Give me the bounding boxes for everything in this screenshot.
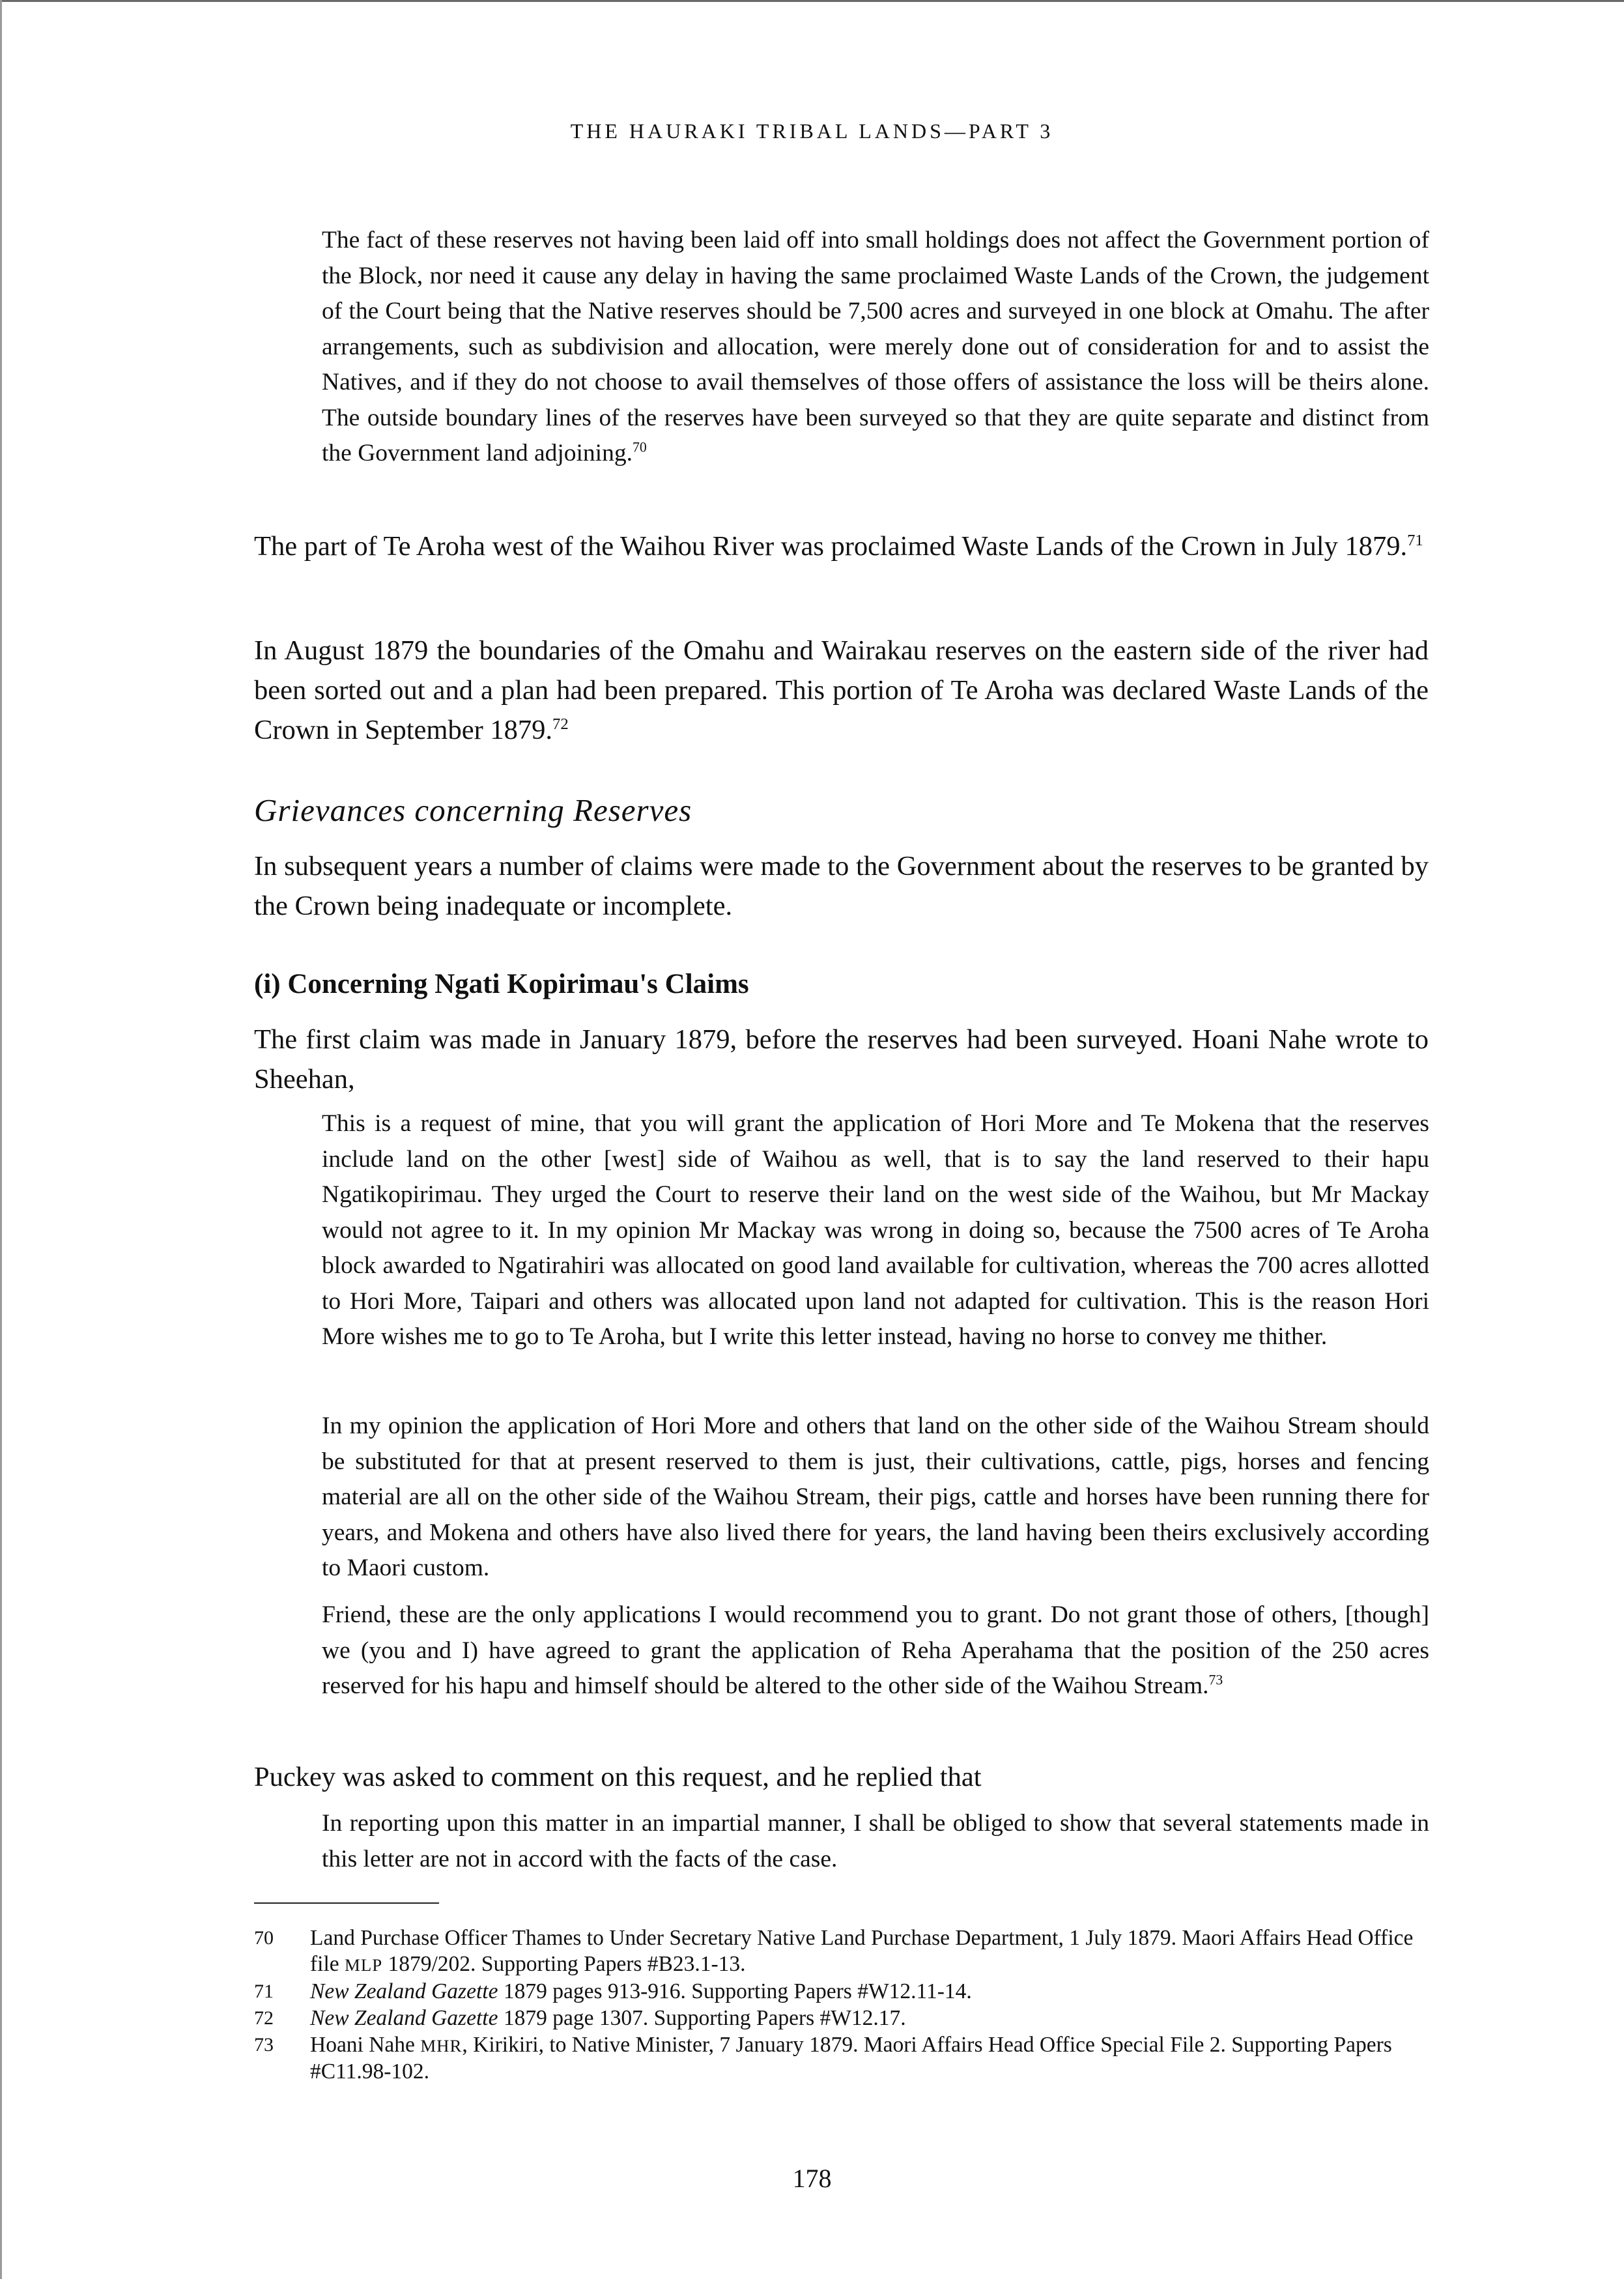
footnote-71: 71 New Zealand Gazette 1879 pages 913-916. Supporting Papers #W12.11-14. [254, 1979, 972, 2003]
footnote-rule [254, 1902, 439, 1904]
footnote-number: 72 [254, 2007, 274, 2029]
footnote-ref-72[interactable]: 72 [552, 715, 569, 733]
running-head: THE HAURAKI TRIBAL LANDS—PART 3 [570, 119, 1054, 143]
paragraph-first-claim: The first claim was made in January 1879, before the reserves had been surveyed. Hoani Nahe wrote to Sheehan, [254, 1024, 1429, 1095]
scan-edge-left [0, 0, 2, 2279]
paragraph-claims-intro: In subsequent years a number of claims were made to the Government about the reserves to be granted by the Crown being inadequate or incomplete. [254, 851, 1429, 921]
footnote-number: 71 [254, 1981, 274, 2002]
footnote-70: 70 Land Purchase Officer Thames to Under Secretary Native Land Purchase Department, 1 July 1879. Maori Affairs Head Office file MLP 1879/202. Supporting Papers #B23.1-13. [254, 1926, 1414, 1976]
page-number: 178 [792, 2164, 832, 2193]
block-quote-hoani-nahe-2: In my opinion the application of Hori More and others that land on the other side of the Waihou Stream should be substituted for that at present reserved to them is just, their cultivations, cattle, pigs, horses and fencing material are all on the other side of the Waihou Stream, their pigs, cattle and horses have been running there for years, and Mokena and others have also lived there for years, the land having been theirs exclusively according to Maori custom. [322, 1412, 1429, 1581]
footnote-ref-70[interactable]: 70 [632, 439, 647, 455]
publication-title: New Zealand Gazette [310, 1979, 498, 2003]
footnote-number: 70 [254, 1927, 274, 1949]
paragraph-puckey: Puckey was asked to comment on this request, and he replied that [254, 1762, 982, 1792]
section-heading: Grievances concerning Reserves [254, 792, 692, 828]
block-quote-hoani-nahe-3: Friend, these are the only applications I would recommend you to grant. Do not grant those of others, [though] we (you and I) have agreed to grant the application of Reha Aperahama that the position of the 250 acres reserved for his hapu and himself should be altered to the other side of the Waihou Stream.$^{73}$ [322, 1601, 1429, 1699]
publication-title: New Zealand Gazette [310, 2006, 498, 2030]
footnote-72: 72 New Zealand Gazette 1879 page 1307. Supporting Papers #W12.17. [254, 2006, 906, 2030]
block-quote-puckey: In reporting upon this matter in an impartial manner, I shall be obliged to show that several statements made in this letter are not in accord with the facts of the case. [322, 1810, 1429, 1872]
block-quote-reserves: The fact of these reserves not having been laid off into small holdings does not affect the Government portion of the Block, nor need it cause any delay in having the same proclaimed Waste Lands of the Crown, the judgement of the Court being that the Native reserves should be 7,500 acres and surveyed in one block at Omahu. The after arrangements, such as subdivision and allocation, were merely done out of consideration for and to assist the Natives, and if they do not choose to avail themselves of those offers of assistance the loss will be theirs alone. The outside boundary lines of the reserves have been surveyed so that they are quite separate and distinct from the Government land adjoining.$^{70}$ [322, 227, 1429, 466]
footnote-number: 73 [254, 2034, 274, 2056]
paragraph-proclamation-west: The part of Te Aroha west of the Waihou River was proclaimed Waste Lands of the Crown in July 1879.71 [254, 531, 1423, 562]
footnote-ref-71[interactable]: 71 [1407, 531, 1423, 549]
block-quote-hoani-nahe-1: This is a request of mine, that you will grant the application of Hori More and Te Mokena that the reserves include land on the other [west] side of Waihou as well, that is to say the land reserved to their hapu Ngatikopirimau. They urged the Court to reserve their land on the west side of the Waihou, but Mr Mackay would not agree to it. In my opinion Mr Mackay was wrong in doing so, because the 7500 acres of Te Aroha block awarded to Ngatirahiri was allocated on good land available for cultivation, whereas the 700 acres allotted to Hori More, Taipari and others was allocated upon land not adapted for cultivation. This is the reason Hori More wishes me to go to Te Aroha, but I write this letter instead, having no horse to convey me thither. [322, 1110, 1429, 1350]
scan-edge-top [0, 0, 1624, 2]
footnote-73: 73 Hoani Nahe MHR, Kirikiri, to Native Minister, 7 January 1879. Maori Affairs Head Office Special File 2. Supporting Papers #C11.98-102. [254, 2033, 1392, 2084]
footnote-ref-73[interactable]: 73 [1208, 1672, 1223, 1688]
paragraph-boundaries-east: In August 1879 the boundaries of the Omahu and Wairakau reserves on the eastern side of the river had been sorted out and a plan had been prepared. This portion of Te Aroha was declared Waste Lands of the Crown in September 1879.72 [254, 635, 1429, 745]
subsection-heading: (i) Concerning Ngati Kopirimau's Claims [254, 969, 749, 999]
